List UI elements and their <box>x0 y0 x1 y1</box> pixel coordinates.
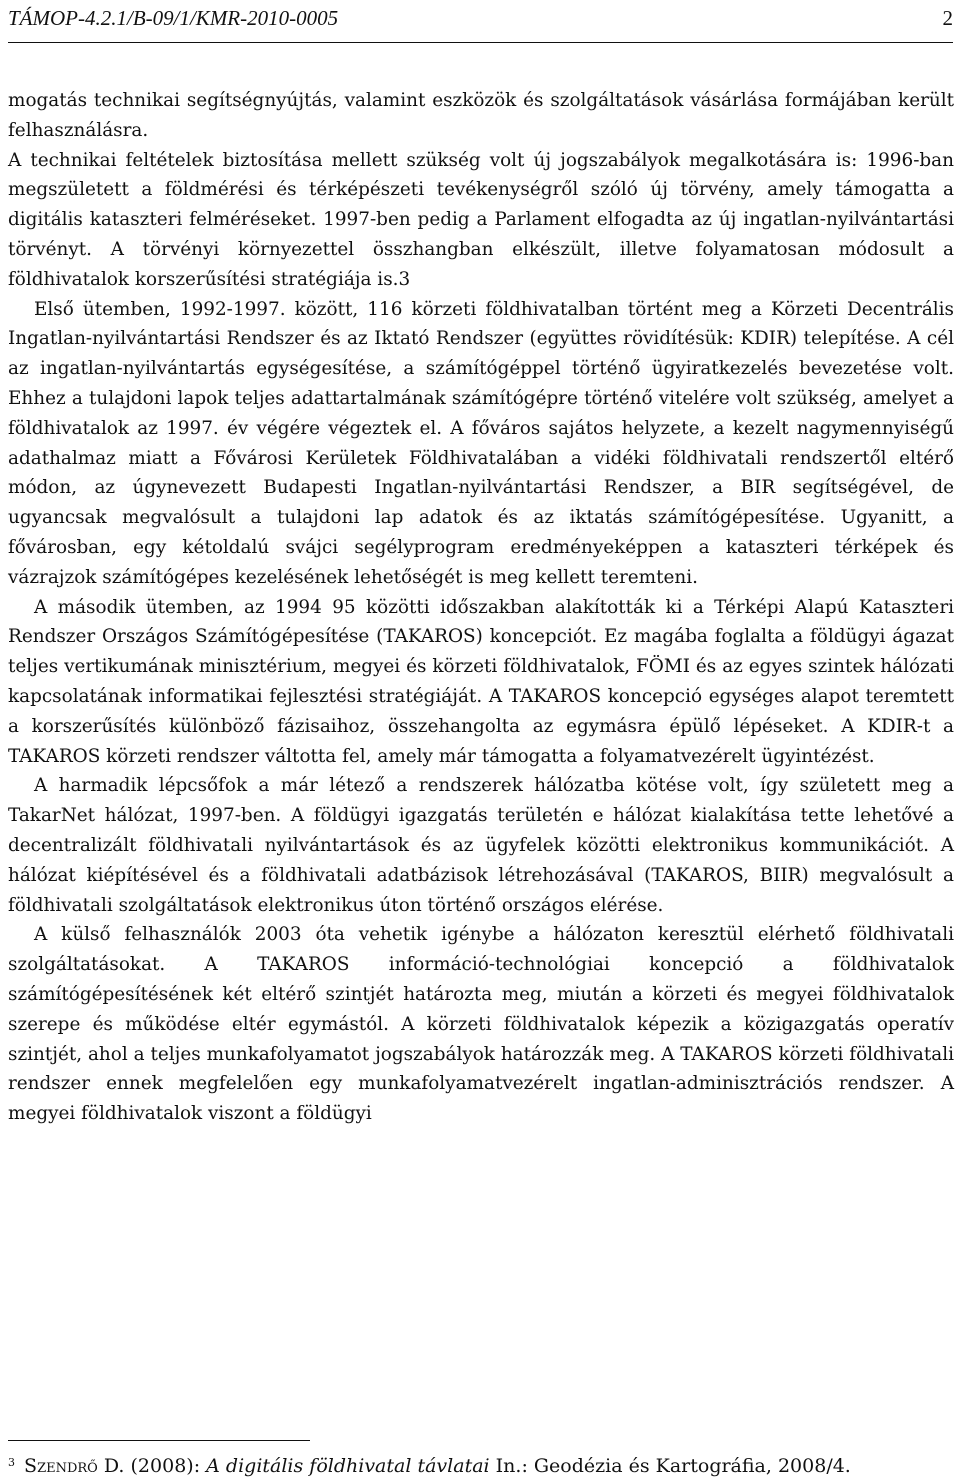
paragraph: A második ütemben, az 1994 95 közötti időszakban alakították ki a Térképi Alapú Kataszteri Rendszer Országos Számítógépesítése (TAKAROS) koncepciót. Ez magába foglalta a földügyi ágazat teljes vertikumának minisztérium, megyei és körzeti földhivatalok, FÖMI és az egyes szintek hálózati kapcsolatának informatikai fejlesztési stratégiáját. A TAKAROS koncepció egységes alapot teremtett a korszerűsítés különböző fázisaihoz, összehangolta az egymásra épülő lépéseket. A KDIR-t a TAKAROS körzeti rendszer váltotta fel, amely már támogatta a folyamatvezérelt ügyintézést. <box>8 596 954 767</box>
paragraph: A harmadik lépcsőfok a már létező a rendszerek hálózatba kötése volt, így született meg a TakarNet hálózat, 1997-ben. A földügyi igazgatás területén e hálózat kialakítása tette lehetővé a decentralizált földhivatali nyilvántartások és az ügyfelek közötti elektronikus kommunikációt. A hálózat kiépítésével és a földhivatali adatbázisok létrehozásával (TAKAROS, BIIR) megvalósult a földhivatali szolgáltatások elektronikus úton történő országos elérése. <box>8 775 954 916</box>
document-page <box>8 0 956 1484</box>
footnote-separator <box>8 1440 310 1441</box>
footnote-year: (2008): <box>130 1455 201 1477</box>
paragraph: A külső felhasználók 2003 óta vehetik igénybe a hálózaton keresztül elérhető földhivatali szolgáltatásokat. A TAKAROS információ-technológiai koncepció a földhivatalok számítógépesítésének két eltérő szintjét határozta meg, miután a körzeti és megyei földhivatalok szerepe és működése eltér egymástól. A körzeti földhivatalok képezik a közigazgatás operatív szintjét, ahol a teljes munkafolyamatot jogszabályok határozzák meg. A TAKAROS körzeti földhivatali rendszer ennek megfelelően egy munkafolyamatvezérelt ingatlan-adminisztrációs rendszer. A megyei földhivatalok viszont a földügyi <box>8 924 954 1125</box>
paragraph: mogatás technikai segítségnyújtás, valamint eszközök és szolgáltatások vásárlása formájában került felhasználásra. <box>8 90 954 141</box>
header-rule <box>8 42 953 43</box>
page-number: 2 <box>942 6 953 30</box>
paragraph: A technikai feltételek biztosítása mellett szükség volt új jogszabályok megalkotására is: 1996-ban megszületett a földmérési és térképészeti tevékenységről szóló új törvény, amely támogatta a digitális kataszteri felméréseket. 1997-ben pedig a Parlament elfogadta az új ingatlan-nyilvántartási törvényt. A törvényi környezettel összhangban elkészült, illetve folyamatosan módosult a földhivatalok korszerűsítési stratégiája is.3 <box>8 149 954 290</box>
project-code: TÁMOP-4.2.1/B-09/1/KMR-2010-0005 <box>8 6 339 30</box>
body-text <box>8 86 954 1129</box>
page-header <box>8 6 953 40</box>
footnote-source: In.: Geodézia és Kartográfia, 2008/4. <box>495 1455 851 1477</box>
footnote-author: Szendrő D. <box>24 1455 125 1477</box>
footnote-title: A digitális földhivatal távlatai <box>206 1455 490 1477</box>
footnote-number: 3 <box>8 1456 15 1469</box>
footnote <box>8 1450 954 1479</box>
paragraph: Első ütemben, 1992-1997. között, 116 körzeti földhivatalban történt meg a Körzeti Decentrális Ingatlan-nyilvántartási Rendszer és az Iktató Rendszer (együttes rövidítésük: KDIR) telepítése. A cél az ingatlan-nyilvántartás egységesítése, a számítógéppel történő ügyiratkezelés bevezetése volt. Ehhez a tulajdoni lapok teljes adattartalmának számítógépre történő vitelére volt szükség, amelyet a földhivatalok az 1997. év végére végeztek el. A főváros sajátos helyzete, a kezelt nagymennyiségű adathalmaz miatt a Fővárosi Kerületek Földhivatalában a vidéki földhivatali rendszertől eltérő módon, az úgynevezett Budapesti Ingatlan-nyilvántartási Rendszer, a BIR segítségével, de ugyancsak megvalósult a tulajdoni lap adatok és az iktatás számítógépesítése. Ugyanitt, a fővárosban, egy kétoldalú svájci segélyprogram eredményeképpen a kataszteri térképek és vázrajzok számítógépes kezelésének lehetőségét is meg kellett teremteni. <box>8 298 954 588</box>
